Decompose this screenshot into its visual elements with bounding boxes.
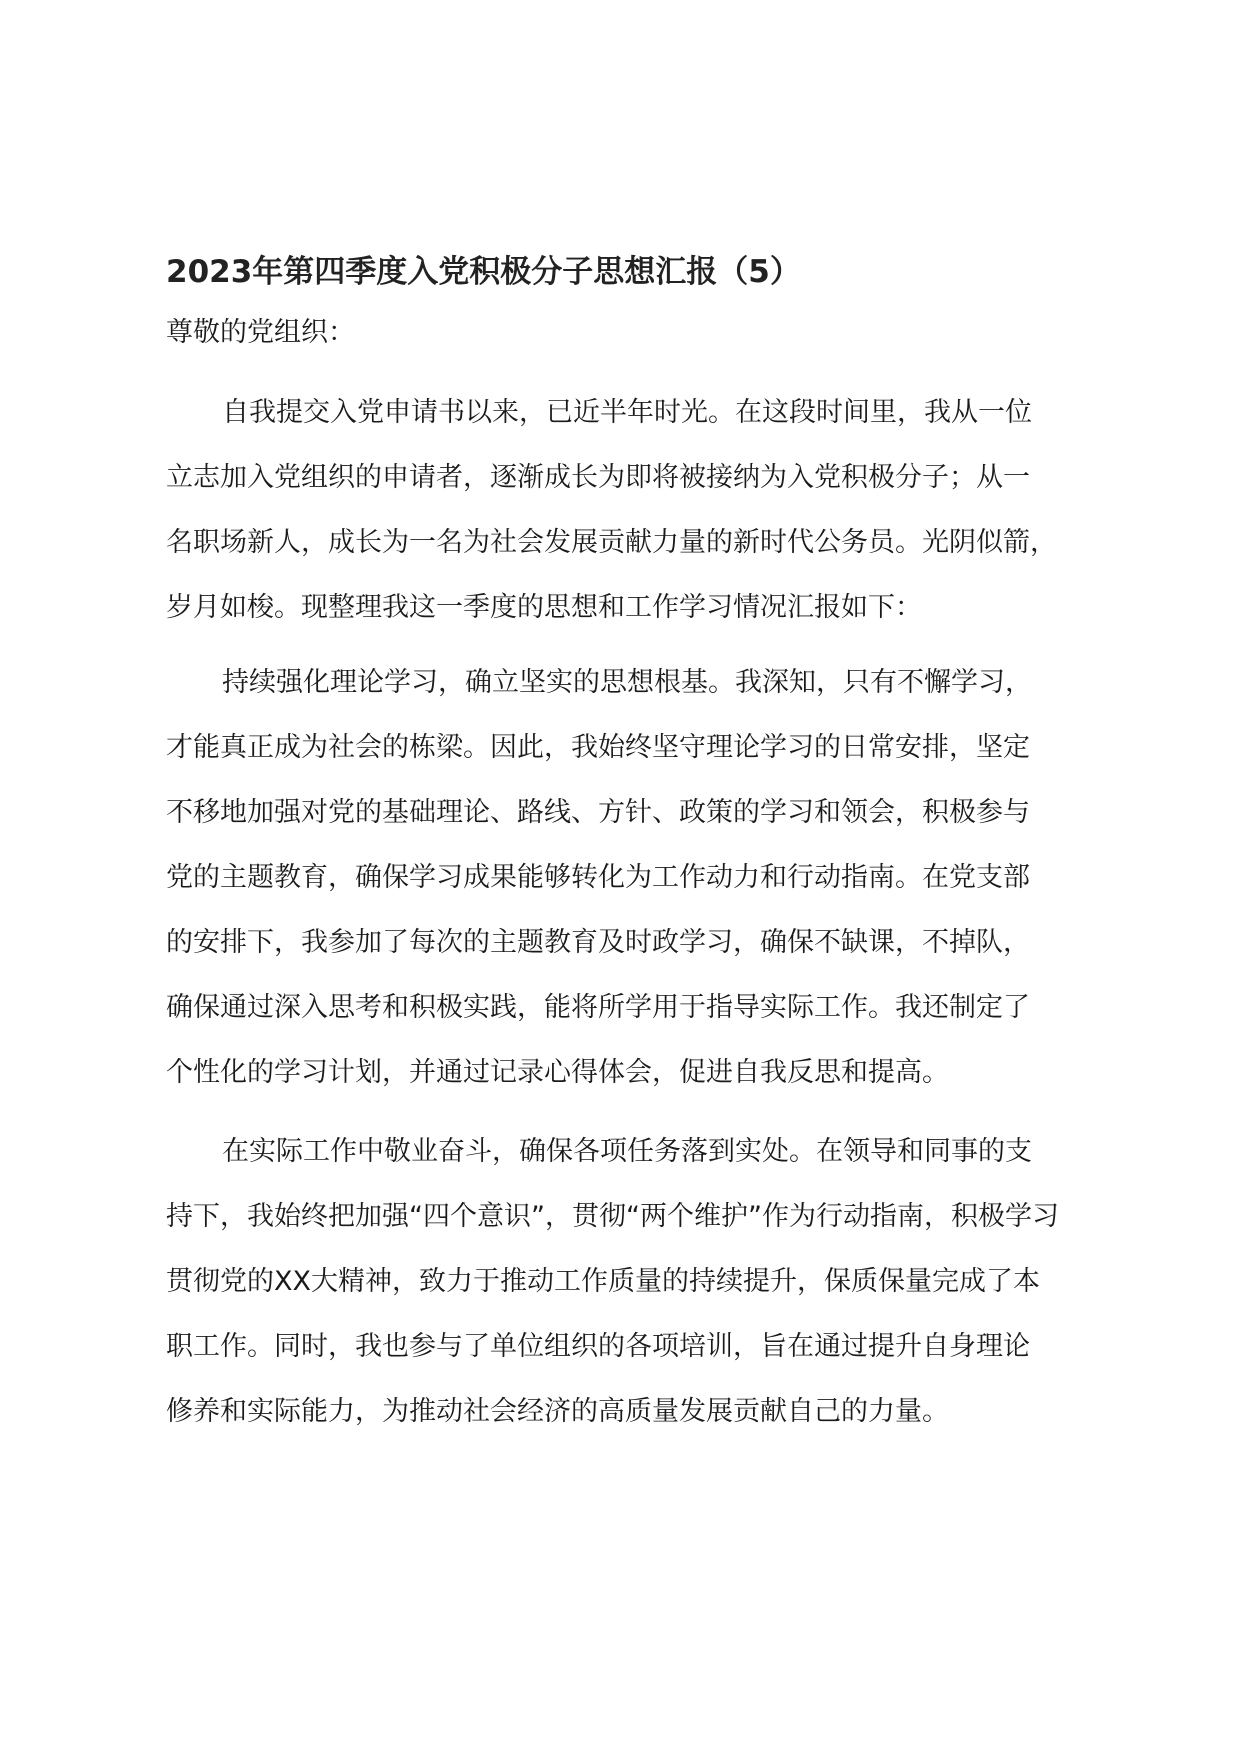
paragraph-line: 党的主题教育，确保学习成果能够转化为工作动力和行动指南。在党支部	[166, 862, 1030, 893]
salutation: 尊敬的党组织：	[166, 317, 355, 348]
paragraph-line: 的安排下，我参加了每次的主题教育及时政学习，确保不缺课，不掉队，	[166, 927, 1030, 958]
paragraph-line: 确保通过深入思考和积极实践，能将所学用于指导实际工作。我还制定了	[166, 992, 1030, 1023]
paragraph-line: 立志加入党组织的申请者，逐渐成长为即将被接纳为入党积极分子；从一	[166, 462, 1030, 493]
paragraph-line: 自我提交入党申请书以来，已近半年时光。在这段时间里，我从一位	[222, 397, 1032, 428]
paragraph-line: 个性化的学习计划，并通过记录心得体会，促进自我反思和提高。	[166, 1057, 949, 1088]
paragraph-line: 不移地加强对党的基础理论、路线、方针、政策的学习和领会，积极参与	[166, 797, 1030, 828]
paragraph-line: 岁月如梭。现整理我这一季度的思想和工作学习情况汇报如下：	[166, 592, 922, 623]
paragraph-line: 贯彻党的XX大精神，致力于推动工作质量的持续提升，保质保量完成了本	[166, 1266, 1040, 1297]
paragraph-line: 才能真正成为社会的栋梁。因此，我始终坚守理论学习的日常安排，坚定	[166, 732, 1030, 763]
paragraph-2	[166, 650, 1086, 1105]
paragraph-line: 名职场新人，成长为一名为社会发展贡献力量的新时代公务员。光阴似箭，	[166, 527, 1057, 558]
paragraph-line: 持下，我始终把加强“四个意识”，贯彻“两个维护”作为行动指南，积极学习	[166, 1201, 1059, 1232]
paragraph-line: 职工作。同时，我也参与了单位组织的各项培训，旨在通过提升自身理论	[166, 1331, 1030, 1362]
paragraph-line: 在实际工作中敬业奋斗，确保各项任务落到实处。在领导和同事的支	[222, 1136, 1032, 1167]
paragraph-1	[166, 380, 1086, 640]
document-title: 2023年第四季度入党积极分子思想汇报（5）	[166, 254, 801, 290]
paragraph-3	[166, 1119, 1086, 1444]
paragraph-line: 持续强化理论学习，确立坚实的思想根基。我深知，只有不懈学习，	[222, 667, 1032, 698]
paragraph-line: 修养和实际能力，为推动社会经济的高质量发展贡献自己的力量。	[166, 1396, 949, 1427]
